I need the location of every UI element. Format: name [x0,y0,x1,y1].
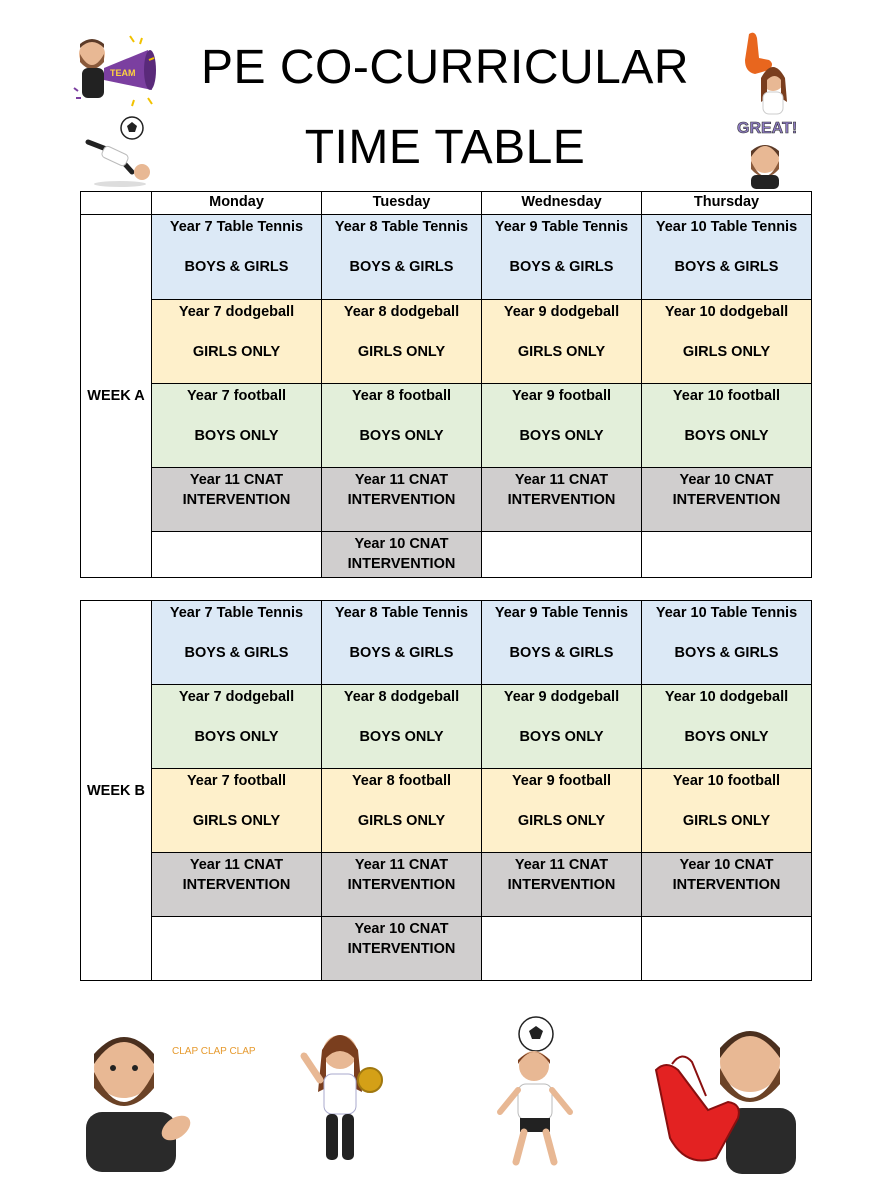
clapping-teacher-icon [80,1020,256,1175]
activity-cell: Year 9 Table Tennis BOYS & GIRLS [482,601,642,685]
activity-cell: Year 8 Table Tennis BOYS & GIRLS [322,601,482,685]
empty-cell [642,917,812,981]
activity-cell: Year 11 CNAT INTERVENTION [482,853,642,917]
activity-cell: Year 10 Table Tennis BOYS & GIRLS [642,601,812,685]
activity-cell: Year 9 dodgeball GIRLS ONLY [482,300,642,384]
activity-cell: Year 9 football GIRLS ONLY [482,769,642,853]
activity-cell: Year 8 Table Tennis BOYS & GIRLS [322,215,482,300]
activity-cell: Year 10 dodgeball GIRLS ONLY [642,300,812,384]
activity-cell: Year 8 football GIRLS ONLY [322,769,482,853]
week-label: WEEK A [81,215,152,578]
activity-cell: Year 10 CNAT INTERVENTION [322,917,482,981]
timetable-week-b [80,600,812,981]
table-row [81,384,812,468]
activity-cell: Year 8 dodgeball BOYS ONLY [322,685,482,769]
activity-cell: Year 11 CNAT INTERVENTION [322,468,482,532]
great-teacher-icon [735,115,805,190]
empty-cell [482,532,642,578]
week-label: WEEK B [81,601,152,981]
activity-cell: Year 10 football GIRLS ONLY [642,769,812,853]
activity-cell: Year 10 CNAT INTERVENTION [642,853,812,917]
medal-girl-icon [290,1022,400,1172]
header-day: Tuesday [322,192,482,215]
activity-cell: Year 9 dodgeball BOYS ONLY [482,685,642,769]
header-day: Wednesday [482,192,642,215]
foam-finger-teacher-icon [650,1018,800,1178]
activity-cell: Year 7 Table Tennis BOYS & GIRLS [152,601,322,685]
activity-cell: Year 11 CNAT INTERVENTION [152,853,322,917]
sticker-text-clap: CLAP CLAP CLAP [172,1046,256,1057]
header-corner [81,192,152,215]
activity-cell: Year 11 CNAT INTERVENTION [322,853,482,917]
activity-cell: Year 8 football BOYS ONLY [322,384,482,468]
activity-cell: Year 9 Table Tennis BOYS & GIRLS [482,215,642,300]
activity-cell: Year 10 dodgeball BOYS ONLY [642,685,812,769]
sticker-text-team: TEAM [110,68,136,78]
foam-finger-girl-icon [735,30,795,115]
activity-cell: Year 11 CNAT INTERVENTION [152,468,322,532]
table-row [81,532,812,578]
header-day: Monday [152,192,322,215]
table-row [81,685,812,769]
sticker-text-great: GREAT! [737,120,798,137]
activity-cell: Year 10 CNAT INTERVENTION [322,532,482,578]
activity-cell: Year 7 dodgeball GIRLS ONLY [152,300,322,384]
activity-cell: Year 10 football BOYS ONLY [642,384,812,468]
empty-cell [152,917,322,981]
page-title-line-2: TIME TABLE [304,121,586,174]
empty-cell [152,532,322,578]
heading-ball-icon [490,1014,585,1174]
table-row [81,215,812,300]
activity-cell: Year 10 Table Tennis BOYS & GIRLS [642,215,812,300]
activity-cell: Year 7 football GIRLS ONLY [152,769,322,853]
table-row [81,601,812,685]
activity-cell: Year 10 CNAT INTERVENTION [642,468,812,532]
activity-cell: Year 8 dodgeball GIRLS ONLY [322,300,482,384]
header-row [81,192,812,215]
page-title-line-1: PE CO-CURRICULAR [200,41,690,94]
header-day: Thursday [642,192,812,215]
activity-cell: Year 7 dodgeball BOYS ONLY [152,685,322,769]
activity-cell: Year 7 football BOYS ONLY [152,384,322,468]
table-row [81,853,812,917]
table-row [81,769,812,853]
activity-cell: Year 11 CNAT INTERVENTION [482,468,642,532]
megaphone-teacher-icon [70,28,160,113]
activity-cell: Year 9 football BOYS ONLY [482,384,642,468]
empty-cell [482,917,642,981]
table-row [81,300,812,384]
bicycle-kick-icon [80,112,160,187]
timetable-week-a [80,191,812,578]
activity-cell: Year 7 Table Tennis BOYS & GIRLS [152,215,322,300]
table-row [81,917,812,981]
table-row [81,468,812,532]
empty-cell [642,532,812,578]
